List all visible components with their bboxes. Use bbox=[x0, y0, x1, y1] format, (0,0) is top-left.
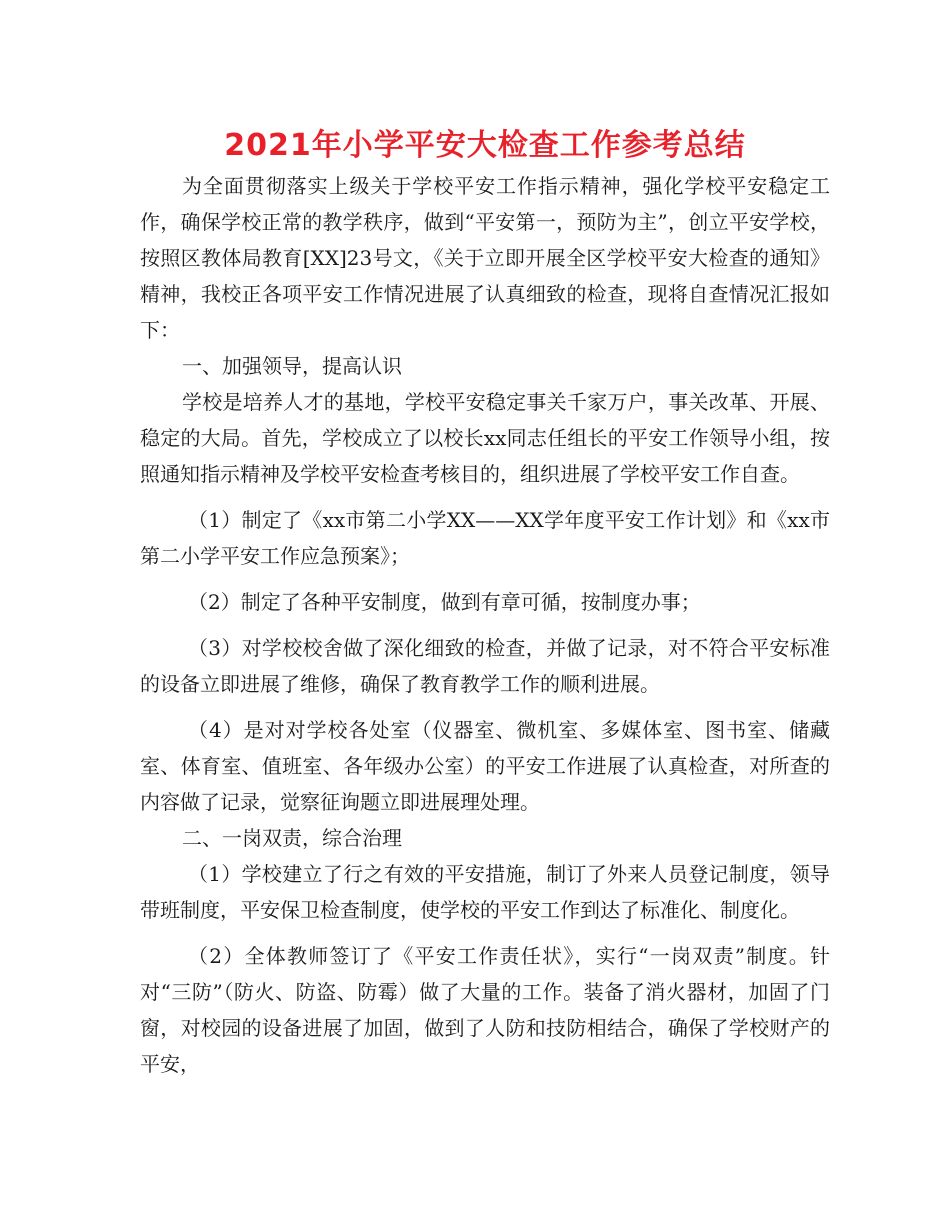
section-2-heading: 二、一岗双责，综合治理 bbox=[182, 826, 402, 850]
section-2-item-2: （2）全体教师签订了《平安工作责任状》，实行“一岗双责”制度。针对“三防”（防火、防盗、防霉）做了大量的工作。装备了消火器材，加固了门窗，对校园的设备进展了加固，做到了人防和技防相结合，确保了学校财产的平安， bbox=[140, 944, 830, 1076]
intro-paragraph: 为全面贯彻落实上级关于学校平安工作指示精神，强化学校平安稳定工作，确保学校正常的教学秩序，做到“平安第一，预防为主”，创立平安学校，按照区教体局教育[XX]23号文，《关于立即开展全区学校平安大检查的通知》精神，我校正各项平安工作情况进展了认真细致的检查，现将自查情况汇报如下： bbox=[140, 174, 830, 342]
section-1-item-2: （2）制定了各种平安制度，做到有章可循，按制度办事； bbox=[188, 590, 701, 614]
section-1-body: 学校是培养人才的基地，学校平安稳定事关千家万户，事关改革、开展、稳定的大局。首先，学校成立了以校长xx同志任组长的平安工作领导小组，按照通知指示精神及学校平安检查考核目的，组织进展了学校平安工作自查。 bbox=[140, 390, 830, 486]
section-1-heading: 一、加强领导，提高认识 bbox=[182, 354, 402, 378]
document-title: 2021年小学平安大检查工作参考总结 bbox=[224, 128, 746, 163]
section-1-item-3: （3）对学校校舍做了深化细致的检查，并做了记录，对不符合平安标准的设备立即进展了维修，确保了教育教学工作的顺利进展。 bbox=[140, 636, 830, 696]
section-1-item-4: （4）是对对学校各处室（仪器室、微机室、多媒体室、图书室、储藏室、体育室、值班室、各年级办公室）的平安工作进展了认真检查，对所查的内容做了记录，觉察征询题立即进展理处理。 bbox=[140, 718, 830, 814]
document-page bbox=[140, 120, 830, 1082]
section-2-item-1: （1）学校建立了行之有效的平安措施，制订了外来人员登记制度，领导带班制度，平安保卫检查制度，使学校的平安工作到达了标准化、制度化。 bbox=[140, 862, 830, 922]
section-1-item-1: （1）制定了《xx市第二小学XX——XX学年度平安工作计划》和《xx市第二小学平安工作应急预案》； bbox=[140, 508, 830, 568]
